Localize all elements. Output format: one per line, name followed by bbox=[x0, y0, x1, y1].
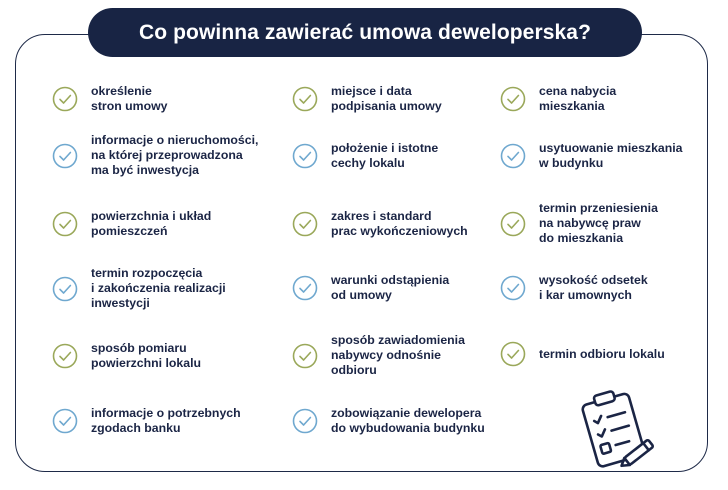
checklist-item bbox=[500, 141, 683, 171]
checklist-item bbox=[52, 84, 168, 114]
item-label: termin rozpoczęcia i zakończenia realizacji inwestycji bbox=[91, 266, 226, 310]
check-circle-icon bbox=[500, 86, 526, 112]
check-circle-icon bbox=[500, 143, 526, 169]
item-label: położenie i istotne cechy lokalu bbox=[331, 141, 439, 170]
checklist-item bbox=[292, 209, 468, 239]
checklist-item bbox=[292, 406, 485, 436]
checklist-item bbox=[52, 209, 211, 239]
item-label: cena nabycia mieszkania bbox=[539, 84, 617, 113]
checklist-item bbox=[500, 341, 665, 367]
title-text: Co powinna zawierać umowa deweloperska? bbox=[138, 20, 592, 44]
checklist-item bbox=[292, 84, 442, 114]
checklist-item bbox=[52, 341, 201, 371]
item-label: określenie stron umowy bbox=[91, 84, 168, 113]
check-circle-icon bbox=[292, 86, 318, 112]
item-label: wysokość odsetek i kar umownych bbox=[539, 273, 648, 302]
item-label: termin odbioru lokalu bbox=[539, 346, 665, 361]
check-circle-icon bbox=[292, 143, 318, 169]
item-label: zobowiązanie dewelopera do wybudowania budynku bbox=[331, 406, 485, 435]
checklist-item bbox=[500, 84, 616, 114]
item-label: powierzchnia i układ pomieszczeń bbox=[91, 209, 212, 238]
checklist-item bbox=[292, 273, 449, 303]
check-circle-icon bbox=[292, 408, 318, 434]
check-circle-icon bbox=[500, 341, 526, 367]
item-label: informacje o nieruchomości, na której przeprowadzona ma być inwestycja bbox=[91, 133, 259, 177]
item-label: informacje o potrzebnych zgodach banku bbox=[91, 406, 241, 435]
item-label: sposób pomiaru powierzchni lokalu bbox=[91, 341, 202, 370]
clipboard-checklist-icon bbox=[568, 384, 660, 476]
checklist-item bbox=[52, 133, 258, 178]
check-circle-icon bbox=[52, 343, 78, 369]
check-circle-icon bbox=[52, 408, 78, 434]
check-circle-icon bbox=[292, 343, 318, 369]
check-circle-icon bbox=[500, 275, 526, 301]
checklist-item bbox=[500, 273, 648, 303]
check-circle-icon bbox=[52, 276, 78, 302]
checklist-item bbox=[292, 141, 438, 171]
item-label: usytuowanie mieszkania w budynku bbox=[539, 141, 683, 170]
checklist-item bbox=[292, 333, 465, 378]
checklist-item bbox=[52, 406, 241, 436]
item-label: zakres i standard prac wykończeniowych bbox=[331, 209, 468, 238]
item-label: sposób zawiadomienia nabywcy odnośnie odbioru bbox=[331, 333, 465, 377]
check-circle-icon bbox=[292, 211, 318, 237]
item-label: miejsce i data podpisania umowy bbox=[331, 84, 442, 113]
check-circle-icon bbox=[292, 275, 318, 301]
check-circle-icon bbox=[52, 86, 78, 112]
check-circle-icon bbox=[52, 211, 78, 237]
check-circle-icon bbox=[500, 211, 526, 237]
item-label: warunki odstąpienia od umowy bbox=[331, 273, 450, 302]
page-title bbox=[88, 8, 642, 57]
item-label: termin przeniesienia na nabywcę praw do mieszkania bbox=[539, 201, 658, 245]
checklist-item bbox=[52, 266, 226, 311]
checklist-item bbox=[500, 201, 658, 246]
check-circle-icon bbox=[52, 143, 78, 169]
